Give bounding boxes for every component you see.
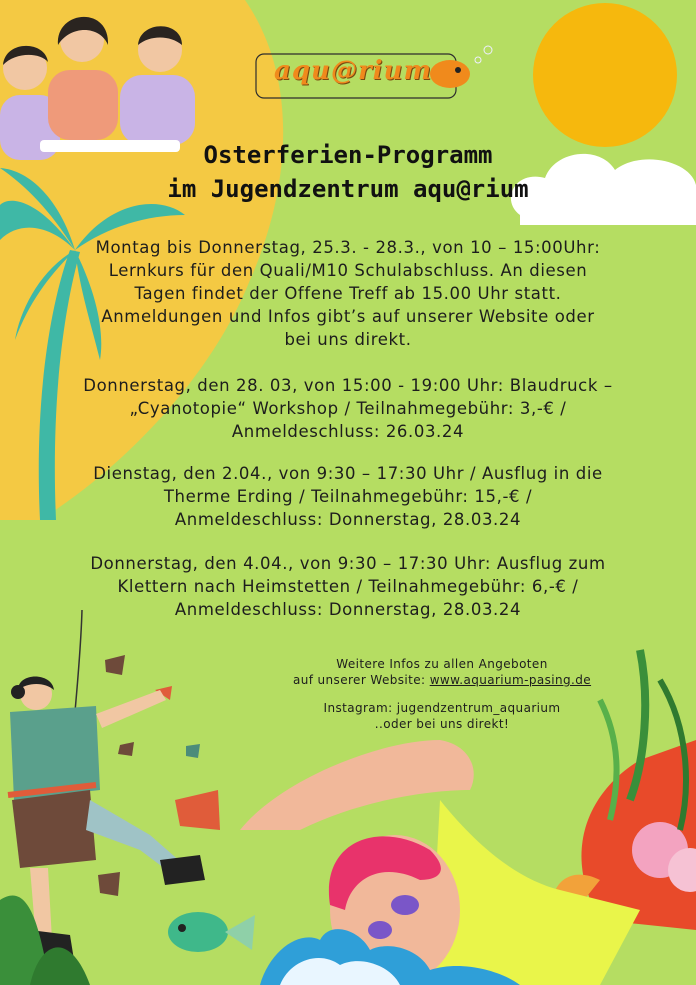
- event-line: Anmeldeschluss: 26.03.24: [231, 422, 465, 441]
- info-website-line: [250, 672, 634, 688]
- event-line: Lernkurs für den Quali/M10 Schulabschluss. An diesen: [108, 261, 588, 280]
- event-4: [36, 552, 660, 621]
- event-3: [36, 462, 660, 531]
- event-line: bei uns direkt.: [284, 330, 412, 349]
- info-line: Weitere Infos zu allen Angeboten: [336, 657, 548, 671]
- instagram-handle: Instagram: jugendzentrum_aquarium: [323, 701, 561, 715]
- fish-icon: [168, 912, 255, 952]
- event-line: Anmeldungen und Infos gibt’s auf unserer Website oder: [101, 307, 595, 326]
- title-line-2: im Jugendzentrum aqu@rium: [167, 175, 529, 203]
- logo-text: aqu@rium: [274, 56, 432, 86]
- event-line: Donnerstag, den 28. 03, von 15:00 - 19:00 Uhr: Blaudruck –: [83, 376, 613, 395]
- closing-line: ..oder bei uns direkt!: [374, 717, 510, 731]
- event-line: Montag bis Donnerstag, 25.3. - 28.3., von 10 – 15:00Uhr:: [95, 238, 601, 257]
- logo: [258, 50, 468, 100]
- page-title: [60, 138, 636, 206]
- website-link[interactable]: www.aquarium-pasing.de: [429, 673, 592, 687]
- contact-info: [250, 700, 634, 732]
- tropical-flowers: [552, 650, 696, 930]
- info-prefix: auf unserer Website:: [292, 673, 430, 687]
- event-line: Klettern nach Heimstetten / Teilnahmegebühr: 6,-€ /: [117, 577, 579, 596]
- event-line: Dienstag, den 2.04., von 9:30 – 17:30 Uhr / Ausflug in die: [93, 464, 603, 483]
- event-line: Therme Erding / Teilnahmegebühr: 15,-€ /: [163, 487, 533, 506]
- event-line: „Cyanotopie“ Workshop / Teilnahmegebühr: 3,-€ /: [129, 399, 567, 418]
- event-line: Donnerstag, den 4.04., von 9:30 – 17:30 Uhr: Ausflug zum: [90, 554, 606, 573]
- more-info: [250, 656, 634, 688]
- event-line: Tagen findet der Offene Treff ab 15.00 Uhr statt.: [134, 284, 562, 303]
- event-line: Anmeldeschluss: Donnerstag, 28.03.24: [174, 510, 522, 529]
- event-2: [36, 374, 660, 443]
- event-line: Anmeldeschluss: Donnerstag, 28.03.24: [174, 600, 522, 619]
- sun-icon: [533, 3, 677, 147]
- event-1: [36, 236, 660, 351]
- title-line-1: Osterferien-Programm: [203, 141, 493, 169]
- climber-illustration: [8, 677, 205, 961]
